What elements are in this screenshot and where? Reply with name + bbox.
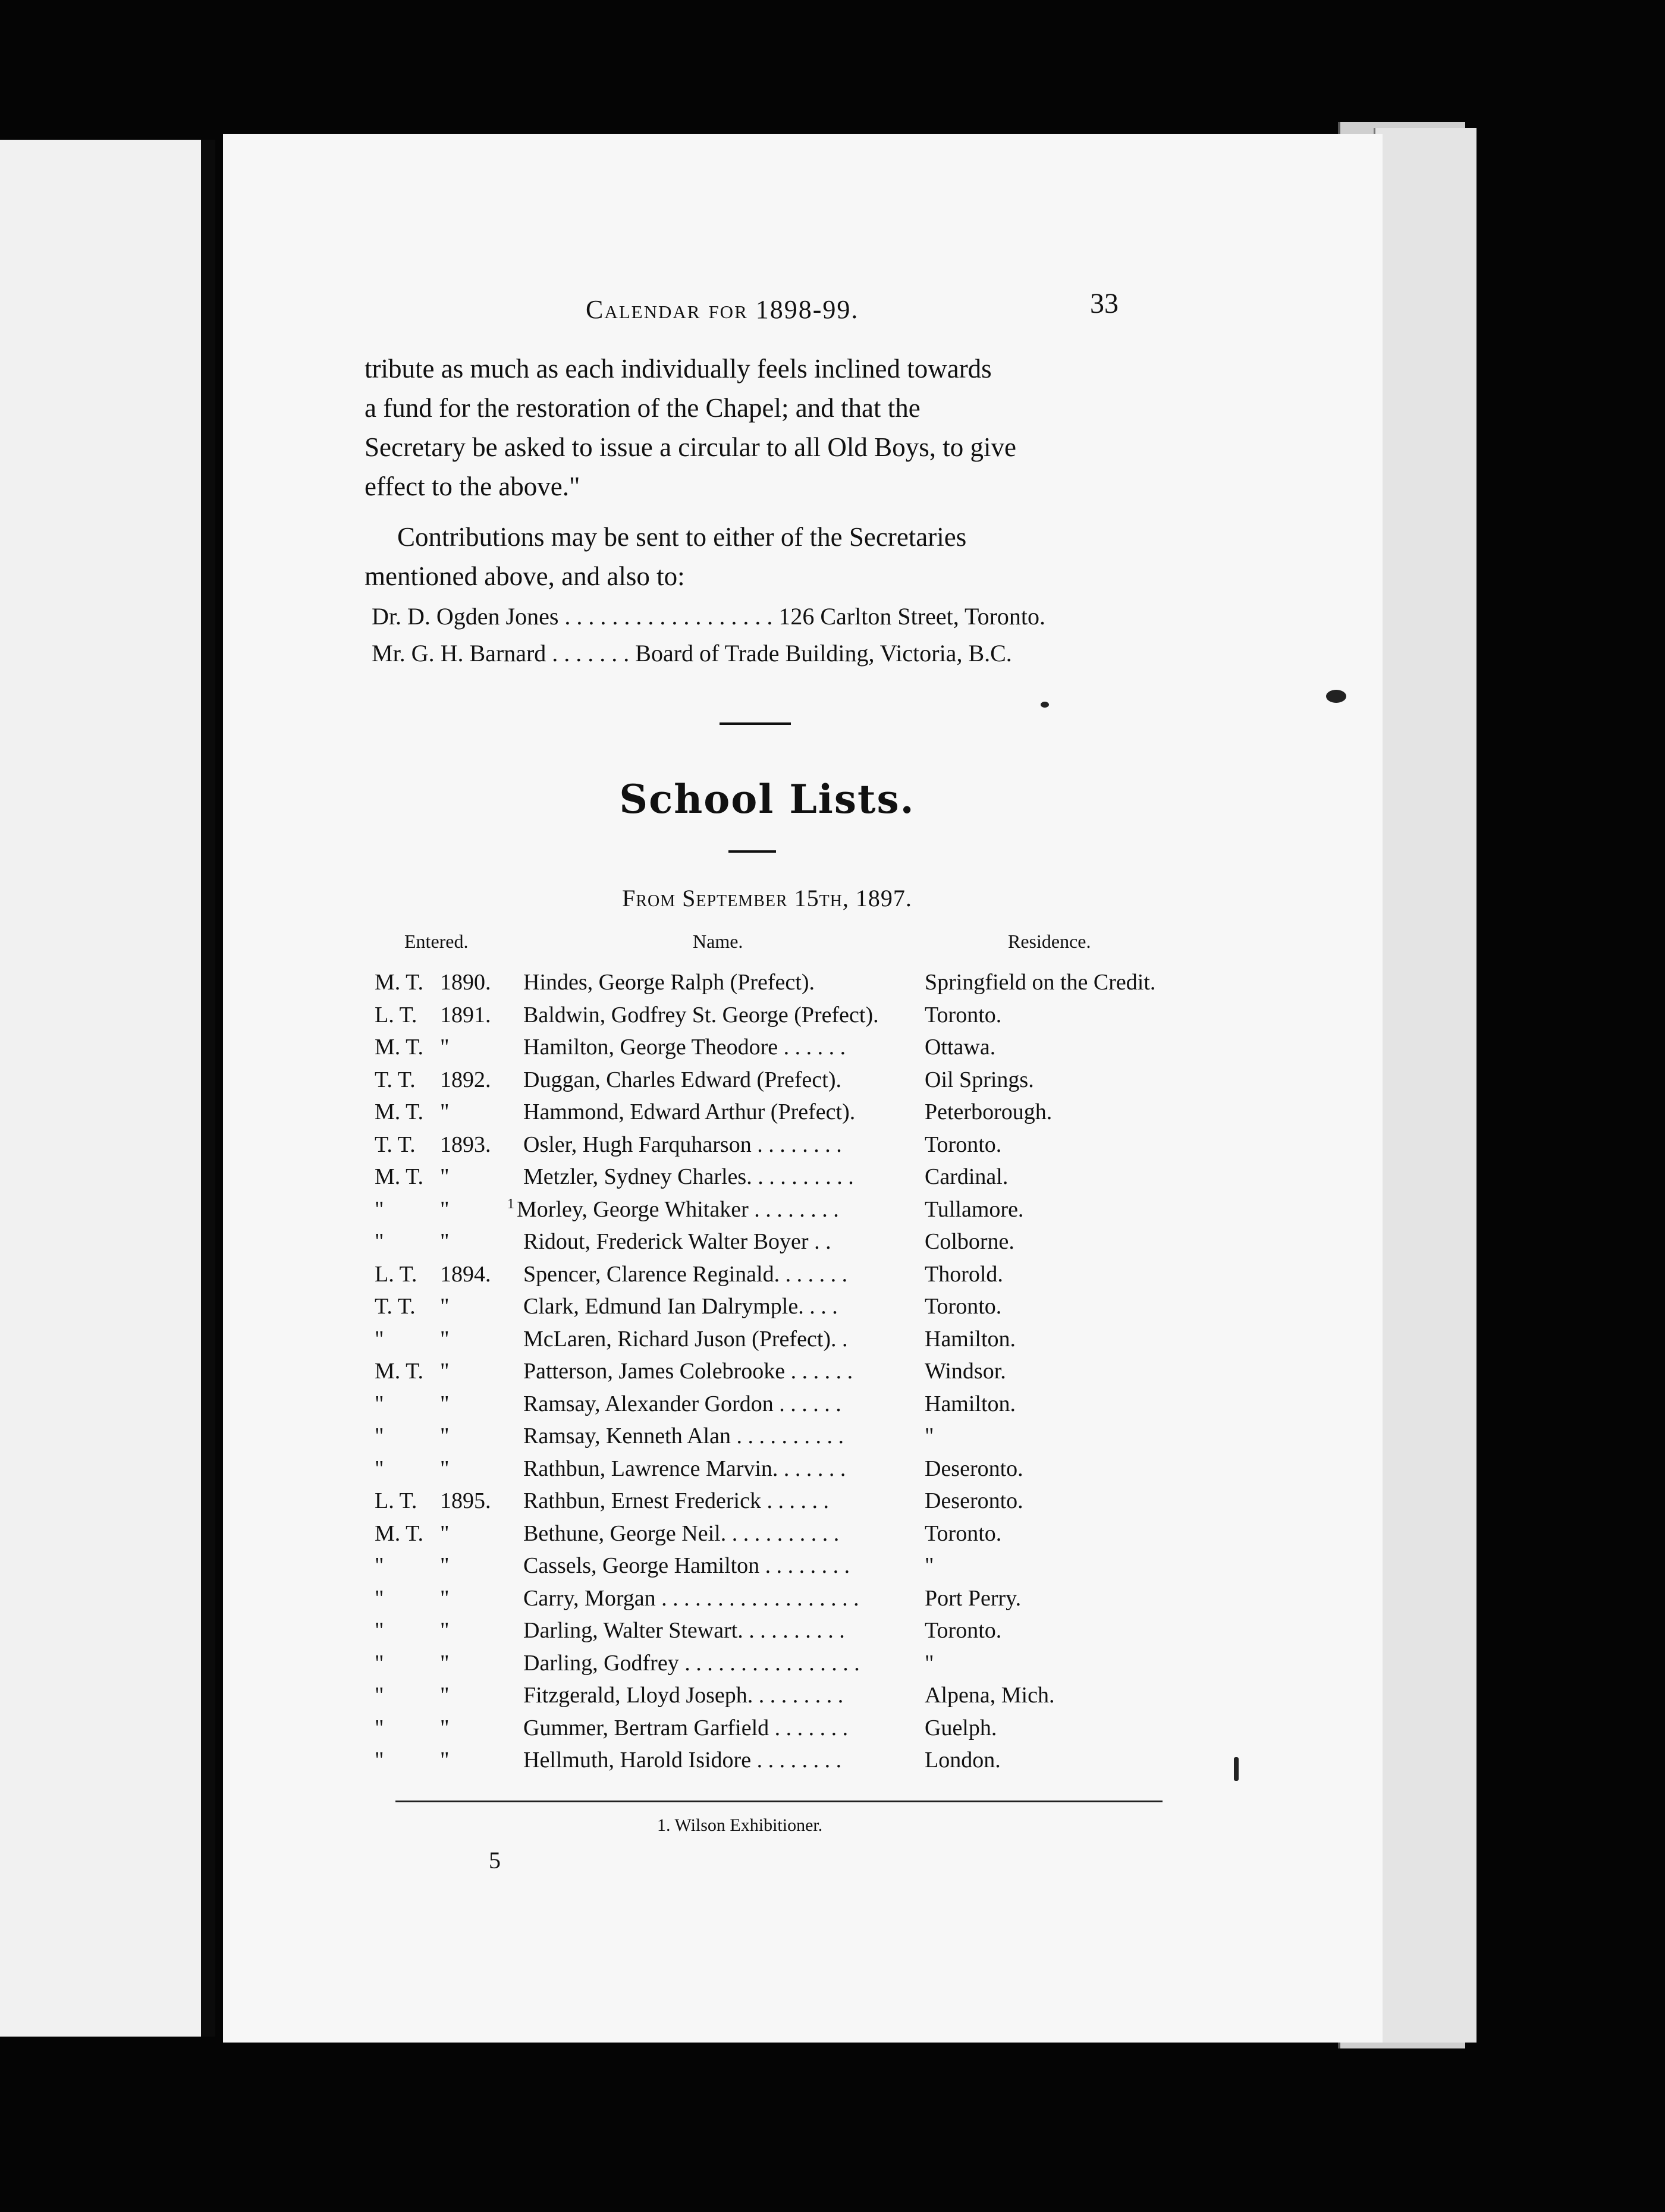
entered-term <box>375 1358 517 1384</box>
entered-term <box>375 1456 517 1482</box>
term-abbr: " <box>375 1586 384 1611</box>
table-row <box>223 1423 1383 1456</box>
column-header-name: Name. <box>693 931 743 952</box>
student-name <box>523 1228 831 1255</box>
table-row <box>223 1456 1383 1488</box>
student-name <box>523 1391 841 1417</box>
entered-term <box>375 1585 517 1611</box>
student-name <box>523 1715 848 1741</box>
term-year: " <box>440 1424 450 1449</box>
term-year: " <box>440 1391 450 1416</box>
entered-term <box>375 1196 517 1223</box>
term-abbr: " <box>375 1391 384 1416</box>
student-name <box>523 1067 841 1093</box>
entered-term <box>375 1747 517 1773</box>
section-divider-top <box>720 722 791 725</box>
ink-speck <box>1326 690 1346 703</box>
term-abbr: L. T. <box>375 1488 417 1513</box>
entered-term <box>375 1553 517 1579</box>
student-name <box>523 1585 859 1611</box>
student-name-text: Hellmuth, Harold Isidore . . . . . . . . <box>523 1748 842 1773</box>
ink-speck <box>1234 1757 1239 1781</box>
student-residence: Peterborough. <box>925 1099 1053 1124</box>
term-year: 1890. <box>440 970 491 995</box>
student-name-text: Hammond, Edward Arthur (Prefect). <box>523 1099 856 1124</box>
term-year: " <box>440 1618 450 1643</box>
paragraph-chapel-fund <box>365 349 1274 506</box>
entered-term <box>375 1650 517 1676</box>
table-row <box>223 1164 1383 1196</box>
student-name-text: Darling, Walter Stewart. . . . . . . . . . <box>523 1618 845 1643</box>
student-name <box>523 1617 845 1644</box>
student-name-text: McLaren, Richard Juson (Prefect). . <box>523 1327 848 1352</box>
term-year: " <box>440 1521 450 1546</box>
table-row <box>223 1391 1383 1424</box>
student-name <box>523 1553 850 1579</box>
table-row <box>223 1617 1383 1650</box>
student-residence: Port Perry. <box>925 1586 1022 1611</box>
student-name <box>523 1520 839 1547</box>
term-year: " <box>440 1553 450 1578</box>
student-name <box>523 1261 847 1287</box>
student-residence: Springfield on the Credit. <box>925 970 1156 995</box>
student-name-text: Duggan, Charles Edward (Prefect). <box>523 1067 841 1092</box>
term-abbr: " <box>375 1651 384 1676</box>
student-name <box>523 1002 879 1028</box>
back-page-edge-inner <box>1374 128 1476 2043</box>
address-barnard: Mr. G. H. Barnard . . . . . . . Board of Trade Building, Victoria, B.C. <box>372 640 1012 667</box>
paragraph-line: effect to the above." <box>365 472 580 501</box>
student-name-text: Cassels, George Hamilton . . . . . . . . <box>523 1553 850 1578</box>
table-row <box>223 1034 1383 1067</box>
term-abbr: " <box>375 1748 384 1773</box>
student-name-text: Gummer, Bertram Garfield . . . . . . . <box>523 1715 849 1740</box>
table-row <box>223 1196 1383 1229</box>
footnote: 1. Wilson Exhibitioner. <box>657 1815 823 1835</box>
table-row <box>223 1099 1383 1132</box>
term-year: " <box>440 1683 450 1708</box>
student-name-text: Hamilton, George Theodore . . . . . . <box>523 1035 846 1060</box>
term-abbr: M. T. <box>375 1359 423 1384</box>
term-abbr: " <box>375 1456 384 1481</box>
term-abbr: " <box>375 1683 384 1708</box>
term-year: 1891. <box>440 1003 491 1028</box>
entered-term <box>375 1682 517 1708</box>
entered-term <box>375 1228 517 1255</box>
term-year: " <box>440 1748 450 1773</box>
section-title: School Lists. <box>619 776 915 822</box>
student-name <box>523 1682 843 1708</box>
running-head: Calendar for 1898-99. <box>586 295 859 324</box>
entered-term <box>375 1423 517 1449</box>
entered-term <box>375 1326 517 1352</box>
student-name <box>523 1099 855 1125</box>
term-abbr: T. T. <box>375 1294 416 1319</box>
term-year: 1895. <box>440 1488 491 1513</box>
student-name-text: Osler, Hugh Farquharson . . . . . . . . <box>523 1132 842 1157</box>
entered-term <box>375 1488 517 1514</box>
footnote-rule <box>395 1801 1163 1802</box>
term-abbr: L. T. <box>375 1003 417 1028</box>
student-name <box>523 1358 853 1384</box>
term-year: " <box>440 1586 450 1611</box>
term-abbr: M. T. <box>375 1521 423 1546</box>
paragraph-line: Secretary be asked to issue a circular to all Old Boys, to give <box>365 432 1016 462</box>
student-name-text: Patterson, James Colebrooke . . . . . . <box>523 1359 853 1384</box>
entered-term <box>375 1261 517 1287</box>
student-name-text: Metzler, Sydney Charles. . . . . . . . . . <box>523 1164 854 1189</box>
entered-term <box>375 1715 517 1741</box>
signature-mark: 5 <box>489 1847 501 1874</box>
paragraph-line: mentioned above, and also to: <box>365 561 685 591</box>
student-name <box>523 1132 842 1158</box>
student-name <box>507 1196 839 1223</box>
student-name-text: Fitzgerald, Lloyd Joseph. . . . . . . . . <box>523 1683 844 1708</box>
table-row <box>223 1650 1383 1683</box>
student-name-text: Bethune, George Neil. . . . . . . . . . . <box>523 1521 840 1546</box>
table-row <box>223 1682 1383 1715</box>
term-abbr: M. T. <box>375 970 423 995</box>
student-name-text: Baldwin, Godfrey St. George (Prefect). <box>523 1003 879 1028</box>
table-row <box>223 1358 1383 1391</box>
table-row <box>223 1293 1383 1326</box>
student-name <box>523 1326 848 1352</box>
table-row <box>223 1132 1383 1164</box>
table-row <box>223 1228 1383 1261</box>
student-name-text: Rathbun, Ernest Frederick . . . . . . <box>523 1488 829 1513</box>
student-name <box>523 1034 846 1060</box>
term-abbr: M. T. <box>375 1164 423 1189</box>
term-year: 1892. <box>440 1067 491 1092</box>
column-header-residence: Residence. <box>1008 931 1091 952</box>
term-year: " <box>440 1164 450 1189</box>
student-residence: Colborne. <box>925 1229 1014 1254</box>
table-row <box>223 1261 1383 1294</box>
entered-term <box>375 1034 517 1060</box>
term-abbr: " <box>375 1197 384 1222</box>
section-divider-bottom <box>728 850 776 853</box>
student-residence: Alpena, Mich. <box>925 1683 1055 1708</box>
entered-term <box>375 1002 517 1028</box>
calendar-page <box>223 134 1383 2043</box>
student-name-text: Rathbun, Lawrence Marvin. . . . . . . <box>523 1456 846 1481</box>
table-row <box>223 1067 1383 1099</box>
paragraph-contributions <box>365 517 1274 596</box>
left-page <box>0 140 208 2037</box>
term-year: 1894. <box>440 1262 491 1287</box>
student-name <box>523 1747 841 1773</box>
term-abbr: " <box>375 1424 384 1449</box>
student-name <box>523 1488 829 1514</box>
student-name <box>523 1293 838 1319</box>
entered-term <box>375 1164 517 1190</box>
term-abbr: " <box>375 1229 384 1254</box>
term-abbr: M. T. <box>375 1099 423 1124</box>
student-residence: London. <box>925 1748 1001 1773</box>
entered-term <box>375 1099 517 1125</box>
table-row <box>223 1715 1383 1748</box>
student-residence: Cardinal. <box>925 1164 1009 1189</box>
term-year: " <box>440 1327 450 1352</box>
ink-speck <box>1041 702 1049 708</box>
student-name-text: Hindes, George Ralph (Prefect). <box>523 970 815 995</box>
term-year: 1893. <box>440 1132 491 1157</box>
term-year: " <box>440 1456 450 1481</box>
student-residence: Thorold. <box>925 1262 1003 1287</box>
table-row <box>223 1326 1383 1359</box>
student-name <box>523 1456 846 1482</box>
paragraph-line: Contributions may be sent to either of the Secretaries <box>397 522 967 552</box>
table-row <box>223 1488 1383 1520</box>
term-abbr: M. T. <box>375 1035 423 1060</box>
student-residence: Toronto. <box>925 1521 1002 1546</box>
student-name <box>523 1423 844 1449</box>
student-residence: Deseronto. <box>925 1456 1023 1481</box>
table-row <box>223 1002 1383 1035</box>
paragraph-line: tribute as much as each individually feels inclined towards <box>365 354 992 384</box>
term-year: " <box>440 1229 450 1254</box>
entered-term <box>375 1293 517 1319</box>
student-residence: Toronto. <box>925 1132 1002 1157</box>
entered-term <box>375 1132 517 1158</box>
entered-term <box>375 1067 517 1093</box>
term-year: " <box>440 1651 450 1676</box>
address-jones: Dr. D. Ogden Jones . . . . . . . . . . . . . . . . . . 126 Carlton Street, Toronto. <box>372 603 1046 630</box>
term-year: " <box>440 1035 450 1060</box>
student-name-text: Carry, Morgan . . . . . . . . . . . . . . . . . . <box>523 1586 859 1611</box>
entered-term <box>375 969 517 995</box>
term-abbr: T. T. <box>375 1067 416 1092</box>
section-subtitle: From September 15th, 1897. <box>622 885 912 912</box>
student-name-text: Ridout, Frederick Walter Boyer . . <box>523 1229 831 1254</box>
student-residence: Toronto. <box>925 1618 1002 1643</box>
term-year: " <box>440 1294 450 1319</box>
term-year: " <box>440 1099 450 1124</box>
student-residence: Guelph. <box>925 1715 997 1740</box>
table-row <box>223 969 1383 1002</box>
student-name-text: Spencer, Clarence Reginald. . . . . . . <box>523 1262 848 1287</box>
student-residence: Deseronto. <box>925 1488 1023 1513</box>
student-residence: Toronto. <box>925 1003 1002 1028</box>
term-abbr: T. T. <box>375 1132 416 1157</box>
entered-term <box>375 1617 517 1644</box>
student-name-text: Morley, George Whitaker . . . . . . . . <box>517 1197 839 1222</box>
footnote-marker: 1 <box>507 1196 514 1212</box>
student-residence: Windsor. <box>925 1359 1006 1384</box>
student-name-text: Ramsay, Kenneth Alan . . . . . . . . . . <box>523 1424 844 1449</box>
student-residence: Hamilton. <box>925 1391 1016 1416</box>
table-row <box>223 1585 1383 1618</box>
term-abbr: L. T. <box>375 1262 417 1287</box>
term-year: " <box>440 1359 450 1384</box>
term-abbr: " <box>375 1553 384 1578</box>
entered-term <box>375 1520 517 1547</box>
term-year: " <box>440 1715 450 1740</box>
student-residence: Ottawa. <box>925 1035 996 1060</box>
student-name <box>523 1164 854 1190</box>
table-row <box>223 1520 1383 1553</box>
student-name <box>523 969 815 995</box>
student-residence: Hamilton. <box>925 1327 1016 1352</box>
student-name <box>523 1650 860 1676</box>
student-residence: " <box>925 1651 934 1676</box>
student-residence: Oil Springs. <box>925 1067 1034 1092</box>
page-number: 33 <box>1090 288 1119 319</box>
student-residence: Toronto. <box>925 1294 1002 1319</box>
student-name-text: Clark, Edmund Ian Dalrymple. . . . <box>523 1294 838 1319</box>
paragraph-line: a fund for the restoration of the Chapel; and that the <box>365 393 921 423</box>
term-abbr: " <box>375 1618 384 1643</box>
student-residence: " <box>925 1553 934 1578</box>
student-name-text: Ramsay, Alexander Gordon . . . . . . <box>523 1391 841 1416</box>
term-year: " <box>440 1197 450 1222</box>
column-header-entered: Entered. <box>404 931 469 952</box>
student-name-text: Darling, Godfrey . . . . . . . . . . . . . . . . <box>523 1651 860 1676</box>
student-residence: " <box>925 1424 934 1449</box>
term-abbr: " <box>375 1327 384 1352</box>
entered-term <box>375 1391 517 1417</box>
student-residence: Tullamore. <box>925 1197 1024 1222</box>
term-abbr: " <box>375 1715 384 1740</box>
table-row <box>223 1747 1383 1780</box>
book-spine <box>201 140 215 2037</box>
table-row <box>223 1553 1383 1585</box>
